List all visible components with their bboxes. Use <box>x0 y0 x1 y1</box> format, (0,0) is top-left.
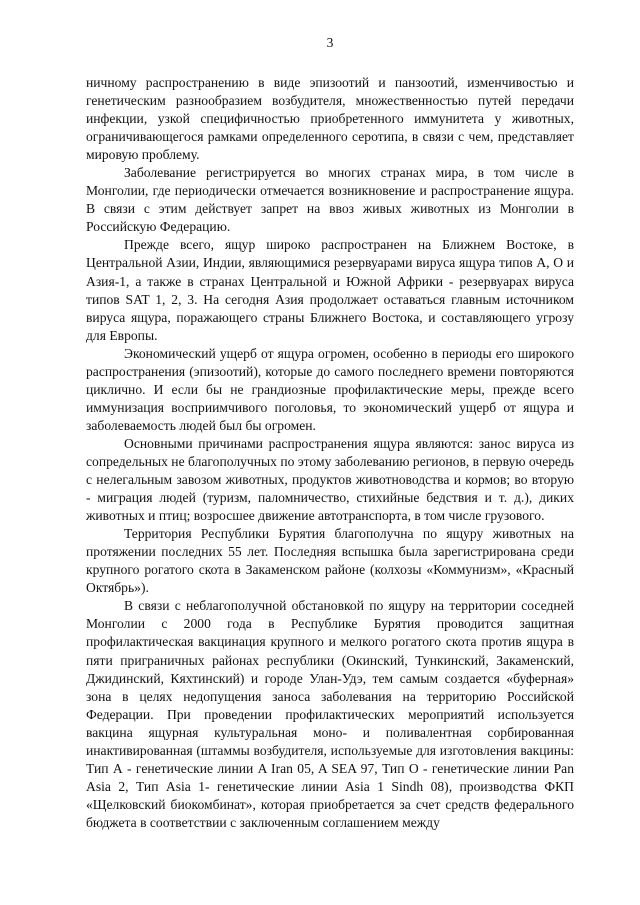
paragraph-buryatia: Территория Республики Бурятия благополучна по ящуру животных на протяжении последних 55 лет. Последняя вспышка была зарегистрирована среди крупного рогатого скота в Закаменском районе (колхозы «Коммунизм», «Красный Октябрь»). <box>86 526 574 596</box>
paragraph-vaccination: В связи с неблагополучной обстановкой по ящуру на территории соседней Монголии с 2000 года в Республике Бурятия проводится защитная профилактическая вакцинация крупного и мелкого рогатого скота против ящура в пяти приграничных районах республики (Окинский, Тункинский, Закаменский, Джидинский, Кяхтинский) и городе Улан-Удэ, тем самым создается «буферная» зона в целях недопущения заноса заболевания на территорию Российской Федерации. При проведении профилактических мероприятий используется вакцина ящурная культуральная моно- и поливалентная сорбированная инактивированная (штаммы возбудителя, используемые для изготовления вакцины: Тип А - генетические линии A Iran 05, A SEA 97, Тип О - генетические линии Pan Asia 2, Тип Asia 1- генетические линии Asia 1 Sindh 08), производства ФКП «Щелковский биокомбинат», которая приобретается за счет средств федерального бюджета в соответствии с заключенным соглашением между <box>86 598 574 830</box>
paragraph-distribution: Прежде всего, ящур широко распространен на Ближнем Востоке, в Центральной Азии, Индии, являющимися резервуарами вируса ящура типов А, О и Азия-1, а также в странах Центральной и Южной Африки - резервуарах вируса типов SAT 1, 2, 3. На сегодня Азия продолжает оставаться главным источником вируса ящура, поражающего страны Ближнего Востока, и составляющего угрозу для Европы. <box>86 237 574 343</box>
paragraph-continuation: ничному распространению в виде эпизоотий и панзоотий, изменчивостью и генетическим разнообразием возбудителя, множественностью путей передачи инфекции, узкой специфичностью приобретенного иммунитета у животных, ограничивающегося рамками определенного серотипа, в связи с чем, представляет мировую проблему. <box>86 75 574 163</box>
paragraph-mongolia: Заболевание регистрируется во многих странах мира, в том числе в Монголии, где периодически отмечается возникновение и распространение ящура. В связи с этим действует запрет на ввоз живых животных из Монголии в Российскую Федерацию. <box>86 165 574 235</box>
paragraph-causes: Основными причинами распространения ящура являются: занос вируса из сопредельных не благополучных по этому заболеванию регионов, в первую очередь с нелегальным завозом животных, продуктов животноводства и кормов; во вторую - миграция людей (туризм, паломничество, стихийные бедствия и т. д.), диких животных и птиц; возросшее движение автотранспорта, в том числе грузового. <box>86 435 574 524</box>
document-page <box>86 34 574 832</box>
document-body <box>86 74 574 832</box>
page-number: 3 <box>326 35 334 50</box>
paragraph-economic-damage: Экономический ущерб от ящура огромен, особенно в периоды его широкого распространения (эпизоотий), которые до самого последнего времени повторяются циклично. И если бы не грандиозные профилактические меры, прежде всего иммунизация восприимчивого поголовья, то экономический ущерб от ящура и заболеваемость людей был бы огромен. <box>86 345 574 433</box>
